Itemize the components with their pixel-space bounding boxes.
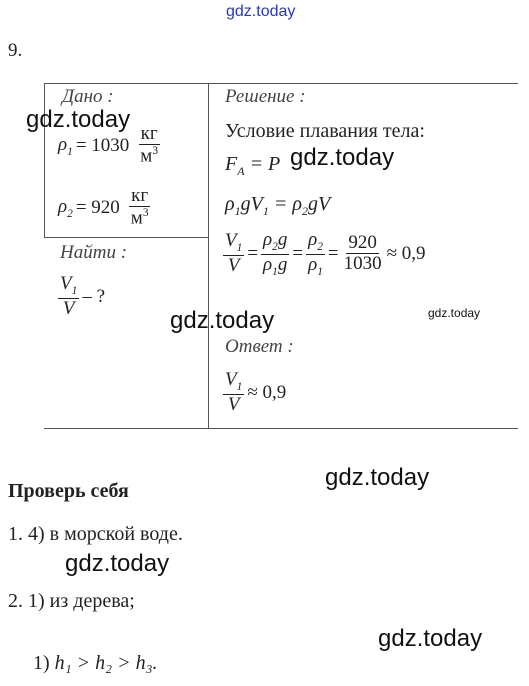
v1-over-v: $\frac{V_1}{V}$	[60, 273, 78, 319]
table-given-find-divider	[44, 237, 209, 238]
unit-kg: кг	[140, 123, 158, 144]
given-label: Дано :	[62, 86, 114, 107]
equation-density: $\rho_1gV_1 = \rho_2gV$	[225, 193, 331, 218]
check-item-2: 2. 1) из дерева;	[8, 590, 135, 612]
rho2-unit	[129, 186, 151, 229]
rho1-symbol: $\rho_1$	[58, 133, 73, 158]
equation-ratio: $\frac{V_1}{V}$ = $\frac{\rho_2g}{\rho_1g}$ = $\frac{\rho_2}{\rho_1}$ = $\frac{920}{1030}$ ≈ 0,9	[225, 229, 426, 278]
check-item-3-prefix: 1)	[33, 652, 50, 674]
check-item-3-expr: h₁ > h₂ > h₃.	[54, 652, 158, 674]
num-920: 920	[348, 232, 377, 254]
find-question: – ?	[82, 285, 105, 307]
unit-m3: $м^3$	[130, 206, 149, 229]
table-border-top	[44, 83, 518, 84]
check-title: Проверь себя	[8, 480, 129, 502]
check-item-3	[33, 652, 158, 675]
find-expression	[58, 274, 108, 320]
rho2-value: = 920	[75, 196, 120, 218]
rho1-unit	[138, 124, 160, 167]
watermark: gdz.today	[65, 550, 170, 577]
watermark: gdz.today	[378, 625, 483, 652]
watermark: gdz.today	[325, 464, 430, 491]
equation-force: $F_A = P$	[225, 153, 281, 178]
table-border-bottom	[44, 428, 518, 429]
watermark: gdz.today	[170, 307, 275, 334]
floating-condition: Условие плавания тела:	[225, 120, 425, 142]
solution-label: Решение :	[225, 86, 306, 107]
answer-result: ≈ 0,9	[247, 381, 287, 403]
check-item-1: 1. 4) в морской воде.	[8, 523, 183, 545]
table-vertical-divider	[208, 83, 209, 429]
watermark: gdz.today	[290, 144, 395, 171]
given-rho2	[58, 186, 154, 229]
answer-label: Ответ :	[225, 336, 294, 357]
rho2-symbol: $\rho_2$	[58, 195, 73, 220]
rho1-value: = 1030	[75, 134, 130, 156]
answer-expression: $\frac{V_1}{V}$ ≈ 0,9	[225, 369, 287, 415]
unit-kg: кг	[131, 185, 149, 206]
watermark-top: gdz.today	[226, 3, 296, 20]
watermark: gdz.today	[428, 306, 481, 320]
num-1030: 1030	[343, 253, 382, 275]
unit-m3: $м^3$	[140, 144, 159, 167]
solution-result: ≈ 0,9	[386, 243, 426, 265]
problem-number: 9.	[8, 40, 23, 61]
watermark: gdz.today	[26, 106, 131, 133]
find-label: Найти :	[60, 242, 128, 263]
